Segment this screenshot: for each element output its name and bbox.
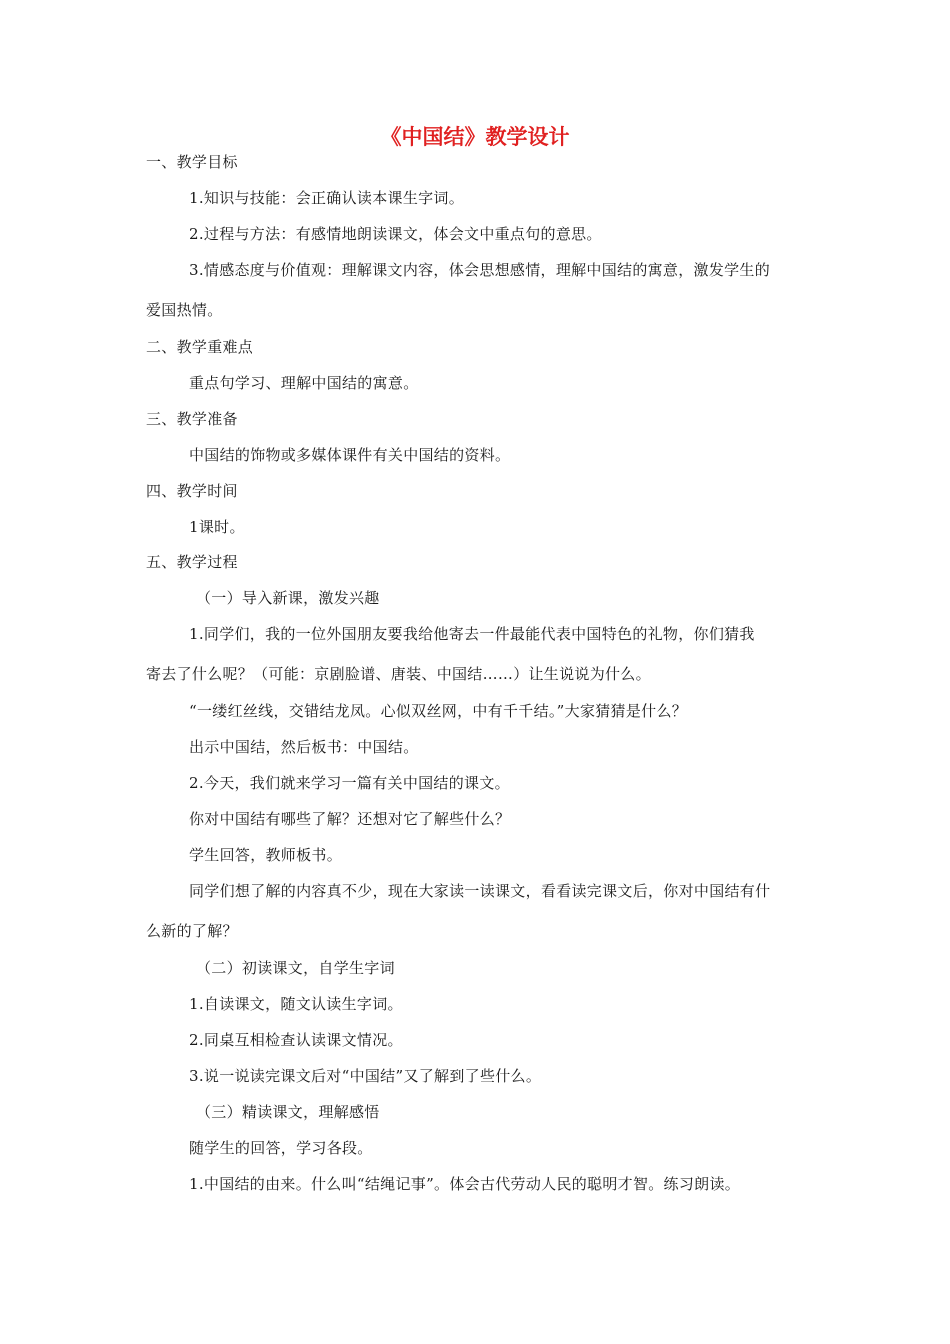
section-heading-process: 五、教学过程 [146,553,238,571]
paragraph: 学生回答，教师板书。 [189,846,343,864]
paragraph: 1.知识与技能：会正确认读本课生字词。 [189,189,465,207]
section-heading-key-points: 二、教学重难点 [146,338,254,356]
paragraph: 1.同学们，我的一位外国朋友要我给他寄去一件最能代表中国特色的礼物，你们猜我 [189,625,755,643]
paragraph: 1课时。 [189,518,245,536]
paragraph: 重点句学习、理解中国结的寓意。 [189,374,419,392]
subsection-heading: （三）精读课文，理解感悟 [196,1103,380,1121]
paragraph: 同学们想了解的内容真不少，现在大家读一读课文，看看读完课文后，你对中国结有什 [189,882,771,900]
paragraph: 3.说一说读完课文后对“中国结”又了解到了些什么。 [189,1067,542,1085]
subsection-heading: （一）导入新课，激发兴趣 [196,589,380,607]
paragraph: 随学生的回答，学习各段。 [189,1139,373,1157]
document-title: 《中国结》教学设计 [380,125,570,149]
paragraph-continuation: 寄去了什么呢？（可能：京剧脸谱、唐装、中国结……）让生说说为什么。 [146,665,651,683]
paragraph: 3.情感态度与价值观：理解课文内容，体会思想感情，理解中国结的寓意，激发学生的 [189,261,771,279]
section-heading-time: 四、教学时间 [146,482,238,500]
paragraph: “一缕红丝线，交错结龙凤。心似双丝网，中有千千结。”大家猜猜是什么？ [189,702,688,720]
paragraph: 1.自读课文，随文认读生字词。 [189,995,403,1013]
subsection-heading: （二）初读课文，自学生字词 [196,959,395,977]
paragraph: 中国结的饰物或多媒体课件有关中国结的资料。 [189,446,511,464]
paragraph: 2.今天，我们就来学习一篇有关中国结的课文。 [189,774,510,792]
paragraph-continuation: 爱国热情。 [146,301,223,319]
paragraph: 2.同桌互相检查认读课文情况。 [189,1031,403,1049]
paragraph: 出示中国结，然后板书：中国结。 [189,738,419,756]
paragraph: 1.中国结的由来。什么叫“结绳记事”。体会古代劳动人民的聪明才智。练习朗读。 [189,1175,741,1193]
section-heading-objectives: 一、教学目标 [146,153,238,171]
section-heading-preparation: 三、教学准备 [146,410,238,428]
paragraph: 你对中国结有哪些了解？还想对它了解些什么？ [189,810,511,828]
paragraph-continuation: 么新的了解？ [146,922,238,940]
paragraph: 2.过程与方法：有感情地朗读课文，体会文中重点句的意思。 [189,225,602,243]
